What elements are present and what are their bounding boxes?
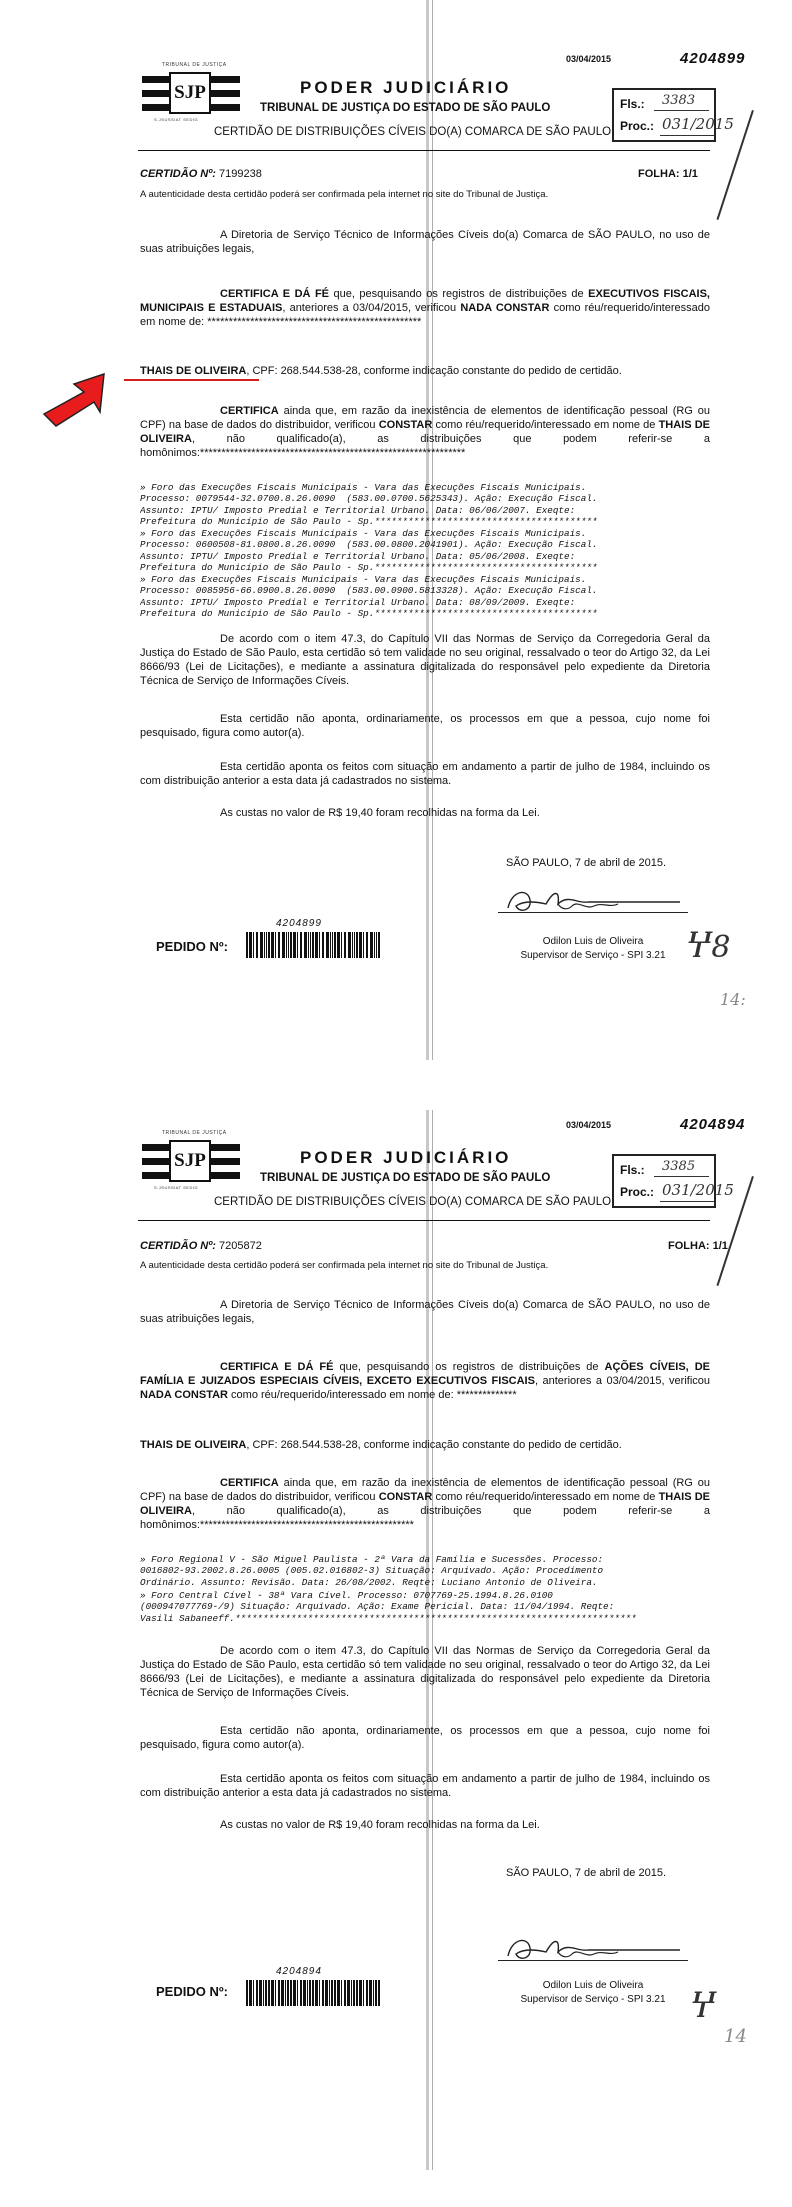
proc-value: 031/2015 xyxy=(662,115,734,133)
margin-handwriting: Ⴤ xyxy=(690,1990,716,2025)
header-court: TRIBUNAL DE JUSTIÇA DO ESTADO DE SÃO PAULO xyxy=(260,1172,551,1184)
margin-handwriting: Ⴤ8 xyxy=(686,930,731,965)
subject-name: THAIS DE OLIVEIRA xyxy=(140,1439,247,1451)
subject-line: THAIS DE OLIVEIRA, CPF: 268.544.538-28, conforme indicação constante do pedido de certidão. xyxy=(140,365,622,377)
certificate-number: 4204894 xyxy=(680,1116,746,1133)
signature-icon xyxy=(498,1928,688,1968)
fls-label: Fls.: xyxy=(620,1163,645,1177)
header-rule xyxy=(138,150,710,151)
signature-icon xyxy=(498,880,688,920)
header-court: TRIBUNAL DE JUSTIÇA DO ESTADO DE SÃO PAULO xyxy=(260,102,551,114)
folha: FOLHA: 1/1 xyxy=(638,168,698,180)
issue-date: 03/04/2015 xyxy=(566,54,612,64)
distribution-entry: » Foro Central Cível - 38ª Vara Cível. Processo: 0707769-25.1994.8.26.0100 (000947077769-/9) Situação: Arquivado. Ação: Exame Pericial. Data: 11/04/1994. Reqte: Vasili Sabaneeff.************************************************************************ xyxy=(140,1590,637,1624)
certifica-paragraph: CERTIFICA E DÁ FÉ que, pesquisando os registros de distribuições de AÇÕES CÍVEIS, DE FAMÍLIA E JUIZADOS ESPECIAIS CÍVEIS, EXCETO EXECUTIVOS FISCAIS, anteriores a 03/04/2015, verificou NADA CONSTAR como réu/requerido/interessado em nome de: ************** xyxy=(140,1361,710,1401)
autor-paragraph: Esta certidão não aponta, ordinariamente, os processos em que a pessoa, cujo nome foi pesquisado, figura como autor(a). xyxy=(140,713,710,739)
issue-date: 03/04/2015 xyxy=(566,1120,612,1130)
certificate-page-2 xyxy=(0,1110,792,2170)
pedido-number: 4204899 xyxy=(276,918,322,929)
signature-line xyxy=(498,912,688,913)
proc-label: Proc.: xyxy=(620,119,655,133)
logo-letters: SJP xyxy=(169,1140,211,1182)
fls-value: 3385 xyxy=(662,1159,696,1174)
intro-paragraph: A Diretoria de Serviço Técnico de Informações Cíveis do(a) Comarca de SÃO PAULO, no uso de suas atribuições legais, xyxy=(140,1299,710,1325)
logo-caption: TRIBUNAL DE JUSTIÇA xyxy=(162,1130,227,1136)
highlight-underline xyxy=(124,379,259,381)
homonym-paragraph: CERTIFICA ainda que, em razão da inexistência de elementos de identificação pessoal (RG ou CPF) na base de dados do distribuidor, verificou CONSTAR como réu/requerido/interessado em nome de THAIS DE OLIVEIRA, não qualificado(a), as distribuições que podem referir-se a homônimos:************************************************** xyxy=(140,1477,711,1531)
logo-caption: TRIBUNAL DE JUSTIÇA xyxy=(162,62,227,68)
fls-value: 3383 xyxy=(662,93,696,108)
proc-label: Proc.: xyxy=(620,1185,655,1199)
subject-name: THAIS DE OLIVEIRA xyxy=(140,365,247,377)
header-title: PODER JUDICIÁRIO xyxy=(300,78,512,97)
header-rule xyxy=(138,1220,710,1221)
since-1984-paragraph: Esta certidão aponta os feitos com situação em andamento a partir de julho de 1984, incluindo os com distribuição anterior a esta data já cadastrados no sistema. xyxy=(140,761,710,787)
since-1984-paragraph: Esta certidão aponta os feitos com situação em andamento a partir de julho de 1984, incluindo os com distribuição anterior a esta data já cadastrados no sistema. xyxy=(140,1773,710,1799)
header-certificate-type: CERTIDÃO DE DISTRIBUIÇÕES CÍVEIS DO(A) COMARCA DE SÃO PAULO xyxy=(214,126,612,138)
folha: FOLHA: 1/1 xyxy=(668,1240,728,1252)
distribution-entry: » Foro das Execuções Fiscais Municipais - Vara das Execuções Fiscais Municipais. Processo: 0079544-32.0700.8.26.0090 (583.00.0700.5625343). Ação: Execução Fiscal. Assunto: IPTU/ Imposto Predial e Territorial Urbano. Data: 06/06/2007. Exeqte: Prefeitura do Município de São Paulo - Sp.**************************************** xyxy=(140,482,598,528)
pedido-label: PEDIDO Nº: xyxy=(156,939,228,954)
custas-paragraph: As custas no valor de R$ 19,40 foram recolhidas na forma da Lei. xyxy=(220,807,540,819)
barcode-icon xyxy=(246,1980,382,2006)
header-certificate-type: CERTIDÃO DE DISTRIBUIÇÕES CÍVEIS DO(A) COMARCA DE SÃO PAULO xyxy=(214,1196,612,1208)
authenticity-note: A autenticidade desta certidão poderá ser confirmada pela internet no site do Tribunal de Justiça. xyxy=(140,189,549,200)
signatory-role: Supervisor de Serviço - SPI 3.21 xyxy=(520,1994,666,2005)
logo-foot: S.JSUSSIAT SEDIG xyxy=(154,1185,199,1190)
pedido-label: PEDIDO Nº: xyxy=(156,1984,228,1999)
certidao-number: CERTIDÃO Nº: 7205872 xyxy=(140,1240,262,1252)
certifica-paragraph: CERTIFICA E DÁ FÉ que, pesquisando os registros de distribuições de EXECUTIVOS FISCAIS, MUNICIPAIS E ESTADUAIS, anteriores a 03/04/2015, verificou NADA CONSTAR como réu/requerido/interessado em nome de: ************************************************** xyxy=(140,288,710,328)
signatory-role: Supervisor de Serviço - SPI 3.21 xyxy=(520,950,666,961)
normas-paragraph: De acordo com o item 47.3, do Capítulo VII das Normas de Serviço da Corregedoria Geral da Justiça do Estado de São Paulo, esta certidão só tem validade no seu original, ressalvado o teor do Artigo 32, da Lei 8666/93 (Lei de Licitações), e mediante a assinatura digitalizada do responsável pelo expediente da Diretoria Técnica de Serviço de Informações Cíveis. xyxy=(140,633,710,687)
header-title: PODER JUDICIÁRIO xyxy=(300,1148,512,1167)
logo-letters: SJP xyxy=(169,72,211,114)
intro-paragraph: A Diretoria de Serviço Técnico de Informações Cíveis do(a) Comarca de SÃO PAULO, no uso de suas atribuições legais, xyxy=(140,229,710,255)
subject-line: THAIS DE OLIVEIRA, CPF: 268.544.538-28, conforme indicação constante do pedido de certidão. xyxy=(140,1439,622,1451)
certidao-number: CERTIDÃO Nº: 7199238 xyxy=(140,168,262,180)
custas-paragraph: As custas no valor de R$ 19,40 foram recolhidas na forma da Lei. xyxy=(220,1819,540,1831)
barcode-icon xyxy=(246,932,382,958)
tjsp-logo xyxy=(142,1130,240,1190)
certificate-page-1 xyxy=(0,0,792,1060)
signature-line xyxy=(498,1960,688,1961)
fls-proc-stamp xyxy=(612,1154,734,1208)
distribution-entry: » Foro Regional V - São Miguel Paulista - 2ª Vara da Família e Sucessões. Processo: 0016802-93.2002.8.26.0005 (005.02.016802-3) Situação: Arquivado. Ação: Procedimento Ordinário. Assunto: Revisão. Data: 26/08/2002. Reqte: Luciano Antonio de Oliveira. xyxy=(140,1554,604,1588)
logo-foot: S.JSUSSIAT SEDIG xyxy=(154,117,199,122)
distribution-entry: » Foro das Execuções Fiscais Municipais - Vara das Execuções Fiscais Municipais. Processo: 0600508-81.0800.8.26.0090 (583.00.0800.2041901). Ação: Execução Fiscal. Assunto: IPTU/ Imposto Predial e Territorial Urbano. Data: 05/06/2008. Exeqte: Prefeitura do Município de São Paulo - Sp.**************************************** xyxy=(140,528,598,574)
fls-proc-stamp xyxy=(612,88,734,142)
normas-paragraph: De acordo com o item 47.3, do Capítulo VII das Normas de Serviço da Corregedoria Geral da Justiça do Estado de São Paulo, esta certidão só tem validade no seu original, ressalvado o teor do Artigo 32, da Lei 8666/93 (Lei de Licitações), e mediante a assinatura digitalizada do responsável pelo expediente da Diretoria Técnica de Serviço de Informações Cíveis. xyxy=(140,1645,710,1699)
distribution-entry: » Foro das Execuções Fiscais Municipais - Vara das Execuções Fiscais Municipais. Processo: 0085956-66.0900.8.26.0090 (583.00.0900.5813328). Ação: Execução Fiscal. Assunto: IPTU/ Imposto Predial e Territorial Urbano. Data: 08/09/2009. Exeqte: Prefeitura do Município de São Paulo - Sp.**************************************** xyxy=(140,574,598,620)
fls-label: Fls.: xyxy=(620,97,645,111)
margin-handwriting: 14 xyxy=(724,2026,747,2047)
pedido-number: 4204894 xyxy=(276,1966,322,1977)
authenticity-note: A autenticidade desta certidão poderá ser confirmada pela internet no site do Tribunal de Justiça. xyxy=(140,1260,549,1271)
margin-handwriting: 14: xyxy=(720,990,746,1009)
proc-value: 031/2015 xyxy=(662,1181,734,1199)
red-arrow-icon xyxy=(38,372,106,428)
tjsp-logo xyxy=(142,62,240,122)
homonym-paragraph: CERTIFICA ainda que, em razão da inexistência de elementos de identificação pessoal (RG ou CPF) na base de dados do distribuidor, verificou CONSTAR como réu/requerido/interessado em nome de THAIS DE OLIVEIRA, não qualificado(a), as distribuições que podem referir-se a homônimos:************************************************************** xyxy=(140,405,711,459)
place-date: SÃO PAULO, 7 de abril de 2015. xyxy=(506,857,666,869)
place-date: SÃO PAULO, 7 de abril de 2015. xyxy=(506,1867,666,1879)
autor-paragraph: Esta certidão não aponta, ordinariamente, os processos em que a pessoa, cujo nome foi pesquisado, figura como autor(a). xyxy=(140,1725,710,1751)
certificate-number: 4204899 xyxy=(680,50,746,67)
signatory-name: Odilon Luis de Oliveira xyxy=(542,936,644,947)
signatory-name: Odilon Luis de Oliveira xyxy=(542,1980,644,1991)
